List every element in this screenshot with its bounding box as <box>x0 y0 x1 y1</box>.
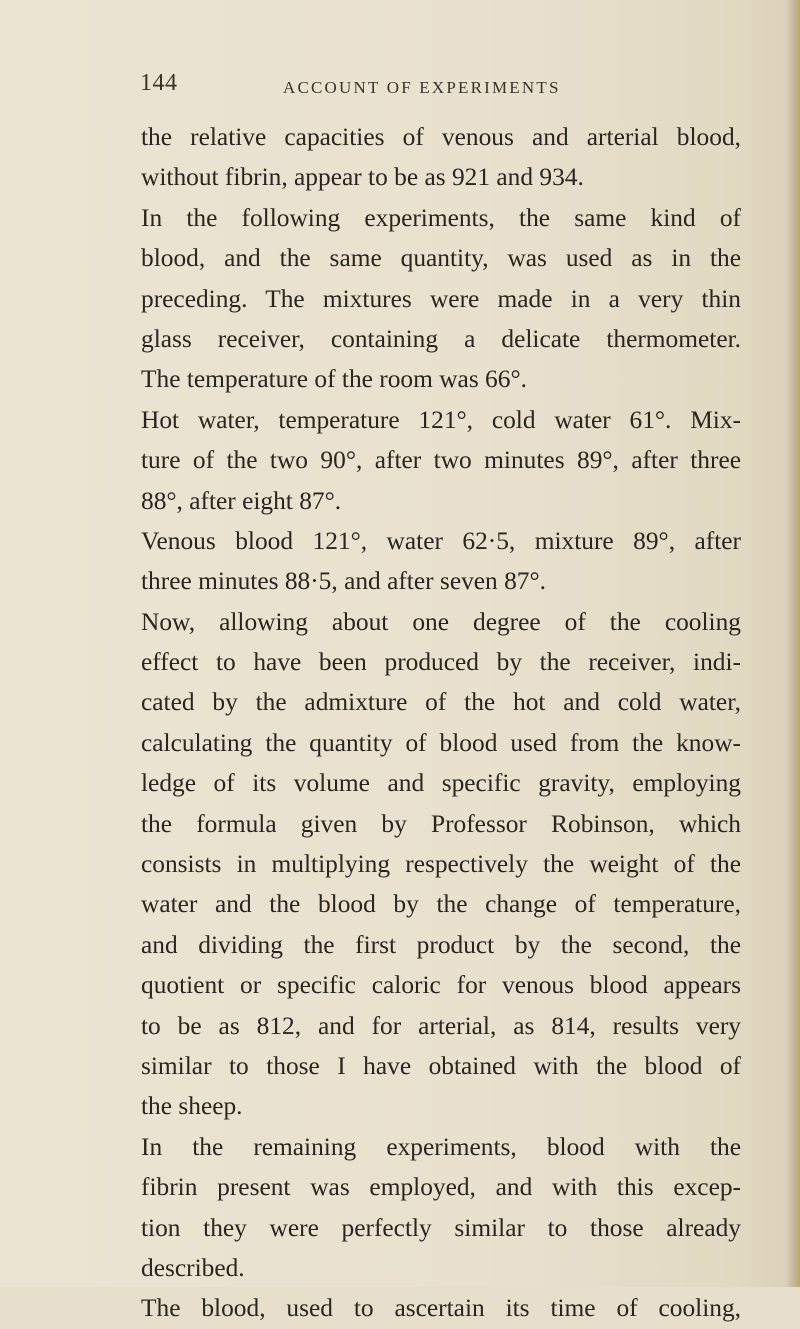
text-line: ture of the two 90°, after two minutes 89°, after three <box>141 446 741 475</box>
text-line: Venous blood 121°, water 62·5, mixture 89°, after <box>141 526 741 555</box>
text-line: to be as 812, and for arterial, as 814, results very <box>141 1011 741 1040</box>
text-line: The blood, used to ascertain its time of cooling, <box>141 1294 741 1323</box>
text-line: calculating the quantity of blood used from the know- <box>141 728 741 757</box>
text-line: In the remaining experiments, blood with the <box>141 1132 741 1161</box>
text-line: three minutes 88·5, and after seven 87°. <box>141 567 546 596</box>
text-line: consists in multiplying respectively the weight of the <box>141 850 741 879</box>
text-line: cated by the admixture of the hot and cold water, <box>141 688 741 717</box>
page-number: 144 <box>140 70 178 96</box>
text-line: In the following experiments, the same kind of <box>141 203 741 232</box>
text-line: The temperature of the room was 66°. <box>141 365 527 394</box>
text-line: and dividing the first product by the second, the <box>141 930 741 959</box>
text-line: ledge of its volume and specific gravity, employing <box>141 769 741 798</box>
text-line: blood, and the same quantity, was used as in the <box>141 244 741 273</box>
text-line: without fibrin, appear to be as 921 and 934. <box>141 163 584 192</box>
text-line: glass receiver, containing a delicate thermometer. <box>141 324 741 353</box>
page-edge-shadow <box>786 0 800 1287</box>
text-line: quotient or specific caloric for venous blood appears <box>141 971 741 1000</box>
text-line: Hot water, temperature 121°, cold water 61°. Mix- <box>141 405 741 434</box>
text-line: fibrin present was employed, and with this excep- <box>141 1173 741 1202</box>
body-text <box>141 117 741 1329</box>
text-line: effect to have been produced by the receiver, indi- <box>141 648 741 677</box>
text-line: water and the blood by the change of temperature, <box>141 890 741 919</box>
text-line: the sheep. <box>141 1092 243 1121</box>
text-line: the relative capacities of venous and arterial blood, <box>141 123 741 151</box>
running-head: ACCOUNT OF EXPERIMENTS <box>283 78 561 97</box>
text-line: 88°, after eight 87°. <box>141 486 342 515</box>
text-line: the formula given by Professor Robinson, which <box>141 809 741 838</box>
text-line: Now, allowing about one degree of the cooling <box>141 607 741 636</box>
text-line: described. <box>141 1253 245 1282</box>
text-line: similar to those I have obtained with the blood of <box>141 1051 741 1080</box>
text-line: preceding. The mixtures were made in a very thin <box>141 284 741 313</box>
text-line: tion they were perfectly similar to those already <box>141 1213 741 1242</box>
